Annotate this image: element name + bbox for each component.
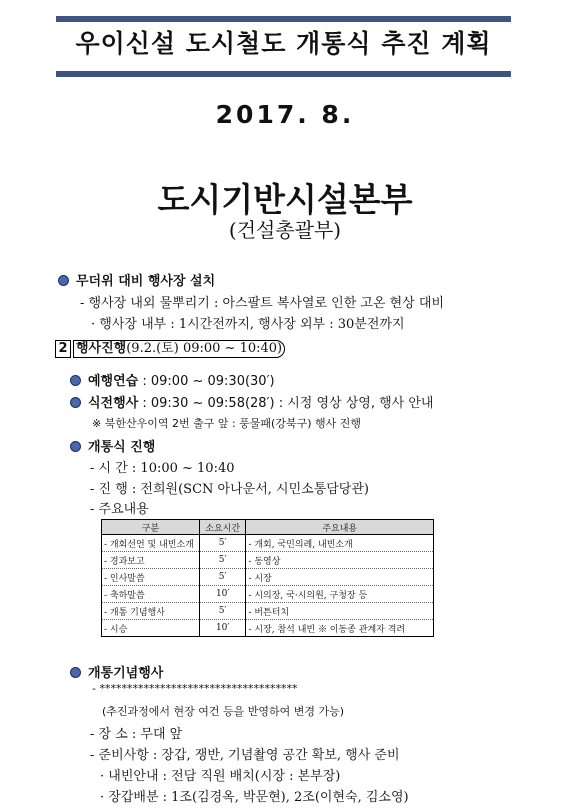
commemoration-place: - 장 소 : 무대 앞 — [90, 727, 183, 742]
ceremony-heading: 개통식 진행 — [88, 440, 156, 455]
program-duration: 10′ — [199, 586, 246, 603]
title-top-rule — [56, 16, 511, 22]
document-date: 2017. 8. — [215, 100, 355, 129]
column-header: 구분 — [102, 520, 200, 535]
section-heading-box — [73, 340, 285, 358]
commemoration-redacted: - ************************************ — [92, 682, 298, 695]
program-table — [101, 519, 434, 637]
column-header: 소요시간 — [199, 520, 246, 535]
section-heading-bold: 행사진행 — [76, 341, 127, 356]
program-item: - 개통 기념행사 — [102, 603, 200, 620]
organization-department: (건설총괄부) — [228, 218, 342, 242]
program-item: - 축하말씀 — [102, 586, 200, 603]
table-row — [102, 552, 434, 569]
table-row — [102, 535, 434, 552]
organization-name: 도시기반시설본부 — [157, 180, 413, 219]
section-heading-time: (9.2.(토) 09:00 ~ 10:40) — [126, 341, 283, 356]
program-description: - 버튼터치 — [246, 603, 434, 620]
table-row — [102, 603, 434, 620]
section-number-box: 2 — [55, 340, 71, 358]
ceremony-contents: - 주요내용 — [90, 502, 149, 517]
program-description: - 개회, 국민의례, 내빈소개 — [246, 535, 434, 552]
commemoration-bullet-icon — [70, 667, 81, 678]
ceremony-bullet-icon — [70, 441, 81, 452]
document-title: 우이신설 도시철도 개통식 추진 계획 — [75, 29, 492, 58]
commemoration-prep: - 준비사항 : 장갑, 쟁반, 기념촬영 공간 확보, 행사 준비 — [90, 748, 400, 763]
program-item: - 시승 — [102, 620, 200, 637]
pre-event-note: ※ 북한산우이역 2번 출구 앞 : 풍물패(강북구) 행사 진행 — [92, 417, 361, 430]
program-duration: 5′ — [199, 535, 246, 552]
pre-event-label: 식전행사 — [88, 396, 139, 411]
column-header: 주요내용 — [246, 520, 434, 535]
program-description: - 시장 — [246, 569, 434, 586]
section-bullet-icon — [58, 275, 69, 286]
program-duration: 10′ — [199, 620, 246, 637]
pre-event-text: : 09:30 ~ 09:58(28′) : 시정 영상 상영, 행사 안내 — [138, 396, 434, 411]
table-row — [102, 620, 434, 637]
heat-line-1: - 행사장 내외 물뿌리기 : 아스팔트 복사열로 인한 고온 현상 대비 — [80, 296, 445, 311]
heat-heading: 무더위 대비 행사장 설치 — [76, 274, 216, 289]
rehearsal-label: 예행연습 — [88, 374, 139, 389]
commemoration-note: (추진과정에서 현장 여건 등을 반영하여 변경 가능) — [102, 705, 345, 718]
table-row — [102, 586, 434, 603]
program-item: - 개회선언 및 내빈소개 — [102, 535, 200, 552]
program-item: - 인사말씀 — [102, 569, 200, 586]
commemoration-heading: 개통기념행사 — [88, 666, 164, 681]
program-item: - 경과보고 — [102, 552, 200, 569]
pre-event-item — [88, 392, 434, 411]
commemoration-gloves: · 장갑배분 : 1조(김경옥, 박문현), 2조(이현숙, 김소영) — [100, 790, 409, 805]
table-row — [102, 569, 434, 586]
title-bottom-rule — [56, 71, 511, 77]
program-duration: 5′ — [199, 569, 246, 586]
program-description: - 동영상 — [246, 552, 434, 569]
program-description: - 시장, 참석 내빈 ※ 이동종 관계자 격려 — [246, 620, 434, 637]
program-table-header-row — [102, 520, 434, 535]
heat-line-2: · 행사장 내부 : 1시간전까지, 행사장 외부 : 30분전까지 — [91, 317, 405, 332]
program-description: - 시의장, 국·시의원, 구청장 등 — [246, 586, 434, 603]
pre-event-bullet-icon — [70, 397, 81, 408]
rehearsal-text: : 09:00 ~ 09:30(30′) — [138, 374, 275, 389]
ceremony-host: - 진 행 : 전희원(SCN 아나운서, 시민소통담당관) — [90, 482, 369, 497]
program-duration: 5′ — [199, 603, 246, 620]
ceremony-time: - 시 간 : 10:00 ~ 10:40 — [90, 461, 235, 476]
rehearsal-item — [88, 370, 275, 389]
program-duration: 5′ — [199, 552, 246, 569]
commemoration-guide: · 내빈안내 : 전담 직원 배치(시장 : 본부장) — [100, 769, 341, 784]
rehearsal-bullet-icon — [70, 375, 81, 386]
